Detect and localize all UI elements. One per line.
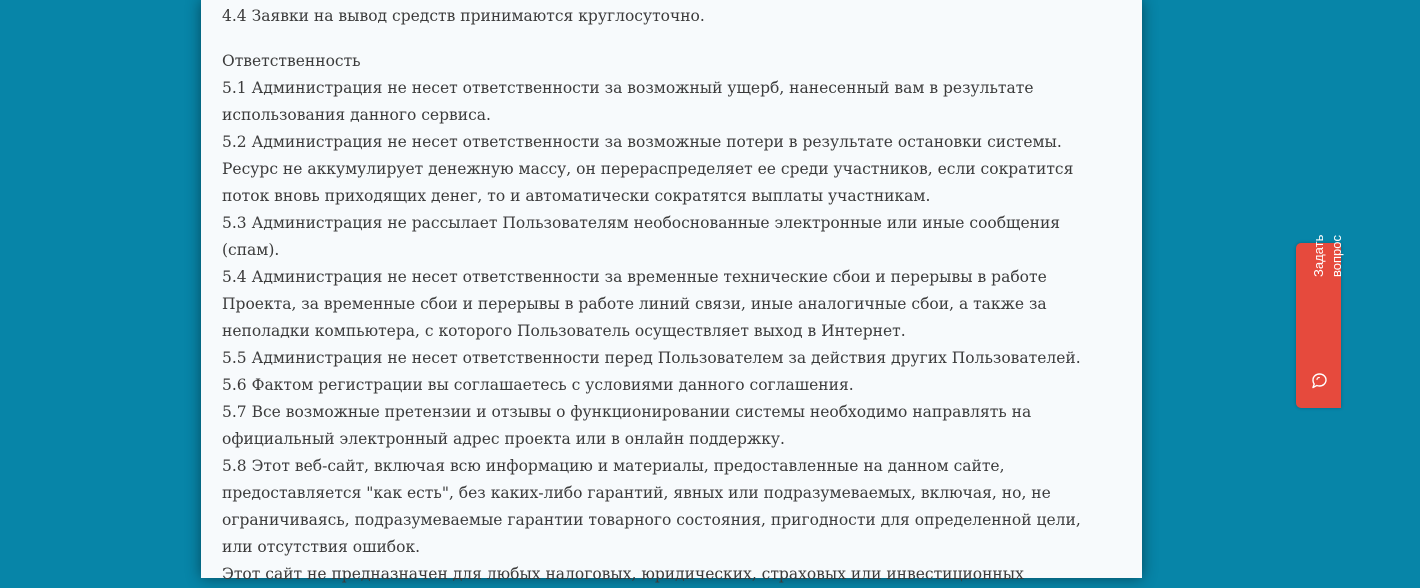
section-title-responsibility: Ответственность — [222, 52, 361, 70]
term-line: неполадки компьютера, с которого Пользователь осуществляет выход в Интернет. — [222, 322, 906, 340]
term-line: 5.8 Этот веб-сайт, включая всю информацию и материалы, предоставленные на данном сайте, — [222, 457, 1005, 475]
term-line: поток вновь приходящих денег, то и автоматически сократятся выплаты участникам. — [222, 187, 931, 205]
term-line: Ресурс не аккумулирует денежную массу, он перераспределяет ее среди участников, если сократится — [222, 160, 1074, 178]
term-line: ограничиваясь, подразумеваемые гарантии товарного состояния, пригодности для определенной цели, — [222, 511, 1081, 529]
term-line: 5.5 Администрация не несет ответственности перед Пользователем за действия других Пользователей. — [222, 349, 1081, 367]
term-line: использования данного сервиса. — [222, 106, 491, 124]
term-line: 5.2 Администрация не несет ответственности за возможные потери в результате остановки системы. — [222, 133, 1062, 151]
terms-page — [201, 0, 1142, 583]
paragraph-gap — [222, 30, 1122, 48]
term-line: предоставляется "как есть", без каких-либо гарантий, явных или подразумеваемых, включая, но, не — [222, 484, 1051, 502]
chat-bubble-icon — [1309, 371, 1329, 391]
ask-question-label: Задать вопрос — [1310, 234, 1344, 277]
term-line: Проекта, за временные сбои и перерывы в работе линий связи, иные аналогичные сбои, а также за — [222, 295, 1047, 313]
term-line: 5.1 Администрация не несет ответственности за возможный ущерб, нанесенный вам в результате — [222, 79, 1034, 97]
term-line: (спам). — [222, 241, 280, 259]
term-line: 5.6 Фактом регистрации вы соглашаетесь с условиями данного соглашения. — [222, 376, 854, 394]
term-line: официальный электронный адрес проекта или в онлайн поддержку. — [222, 430, 785, 448]
term-line: или отсутствия ошибок. — [222, 538, 421, 556]
term-line: Этот сайт не предназначен для любых налоговых, юридических, страховых или инвестиционных — [222, 565, 1024, 583]
ask-question-button[interactable] — [1296, 234, 1344, 408]
terms-content — [222, 3, 1122, 588]
term-line: 5.7 Все возможные претензии и отзывы о функционировании системы необходимо направлять на — [222, 403, 1032, 421]
term-line-4-4: 4.4 Заявки на вывод средств принимаются круглосуточно. — [222, 7, 705, 25]
term-line: 5.3 Администрация не рассылает Пользователям необоснованные электронные или иные сообщения — [222, 214, 1061, 232]
term-line: 5.4 Администрация не несет ответственности за временные технические сбои и перерывы в работе — [222, 268, 1047, 286]
